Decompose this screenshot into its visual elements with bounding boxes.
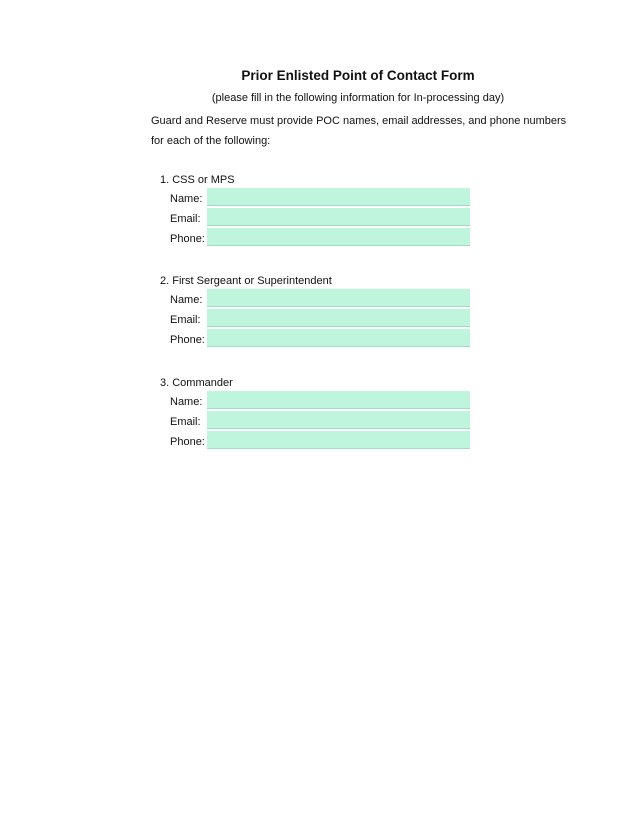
name-field[interactable] — [207, 188, 470, 206]
email-field[interactable] — [207, 309, 470, 327]
instructions-line-1: Guard and Reserve must provide POC names, email addresses, and phone numbers — [151, 115, 567, 127]
section-heading: 3. Commander — [160, 377, 233, 389]
name-label: Name: — [170, 294, 203, 306]
phone-row — [160, 430, 480, 450]
section-css-or-mps — [160, 173, 480, 247]
name-row — [160, 390, 480, 410]
form-subtitle: (please fill in the following information for In-processing day) — [211, 92, 505, 104]
form-title: Prior Enlisted Point of Contact Form — [241, 68, 475, 83]
email-label: Email: — [170, 416, 201, 428]
email-field[interactable] — [207, 411, 470, 429]
phone-label: Phone: — [170, 436, 205, 448]
name-row — [160, 288, 480, 308]
email-label: Email: — [170, 213, 201, 225]
section-heading: 2. First Sergeant or Superintendent — [160, 275, 332, 287]
phone-field[interactable] — [207, 228, 470, 246]
email-row — [160, 207, 480, 227]
section-commander — [160, 376, 480, 450]
section-first-sergeant — [160, 274, 480, 348]
phone-row — [160, 328, 480, 348]
name-label: Name: — [170, 396, 203, 408]
phone-field[interactable] — [207, 329, 470, 347]
phone-label: Phone: — [170, 334, 205, 346]
name-label: Name: — [170, 193, 203, 205]
name-field[interactable] — [207, 289, 470, 307]
phone-row — [160, 227, 480, 247]
name-field[interactable] — [207, 391, 470, 409]
instructions-line-2: for each of the following: — [151, 135, 271, 147]
email-row — [160, 308, 480, 328]
section-heading: 1. CSS or MPS — [160, 174, 235, 186]
form-instructions — [151, 111, 571, 151]
email-label: Email: — [170, 314, 201, 326]
phone-field[interactable] — [207, 431, 470, 449]
email-field[interactable] — [207, 208, 470, 226]
phone-label: Phone: — [170, 233, 205, 245]
name-row — [160, 187, 480, 207]
email-row — [160, 410, 480, 430]
